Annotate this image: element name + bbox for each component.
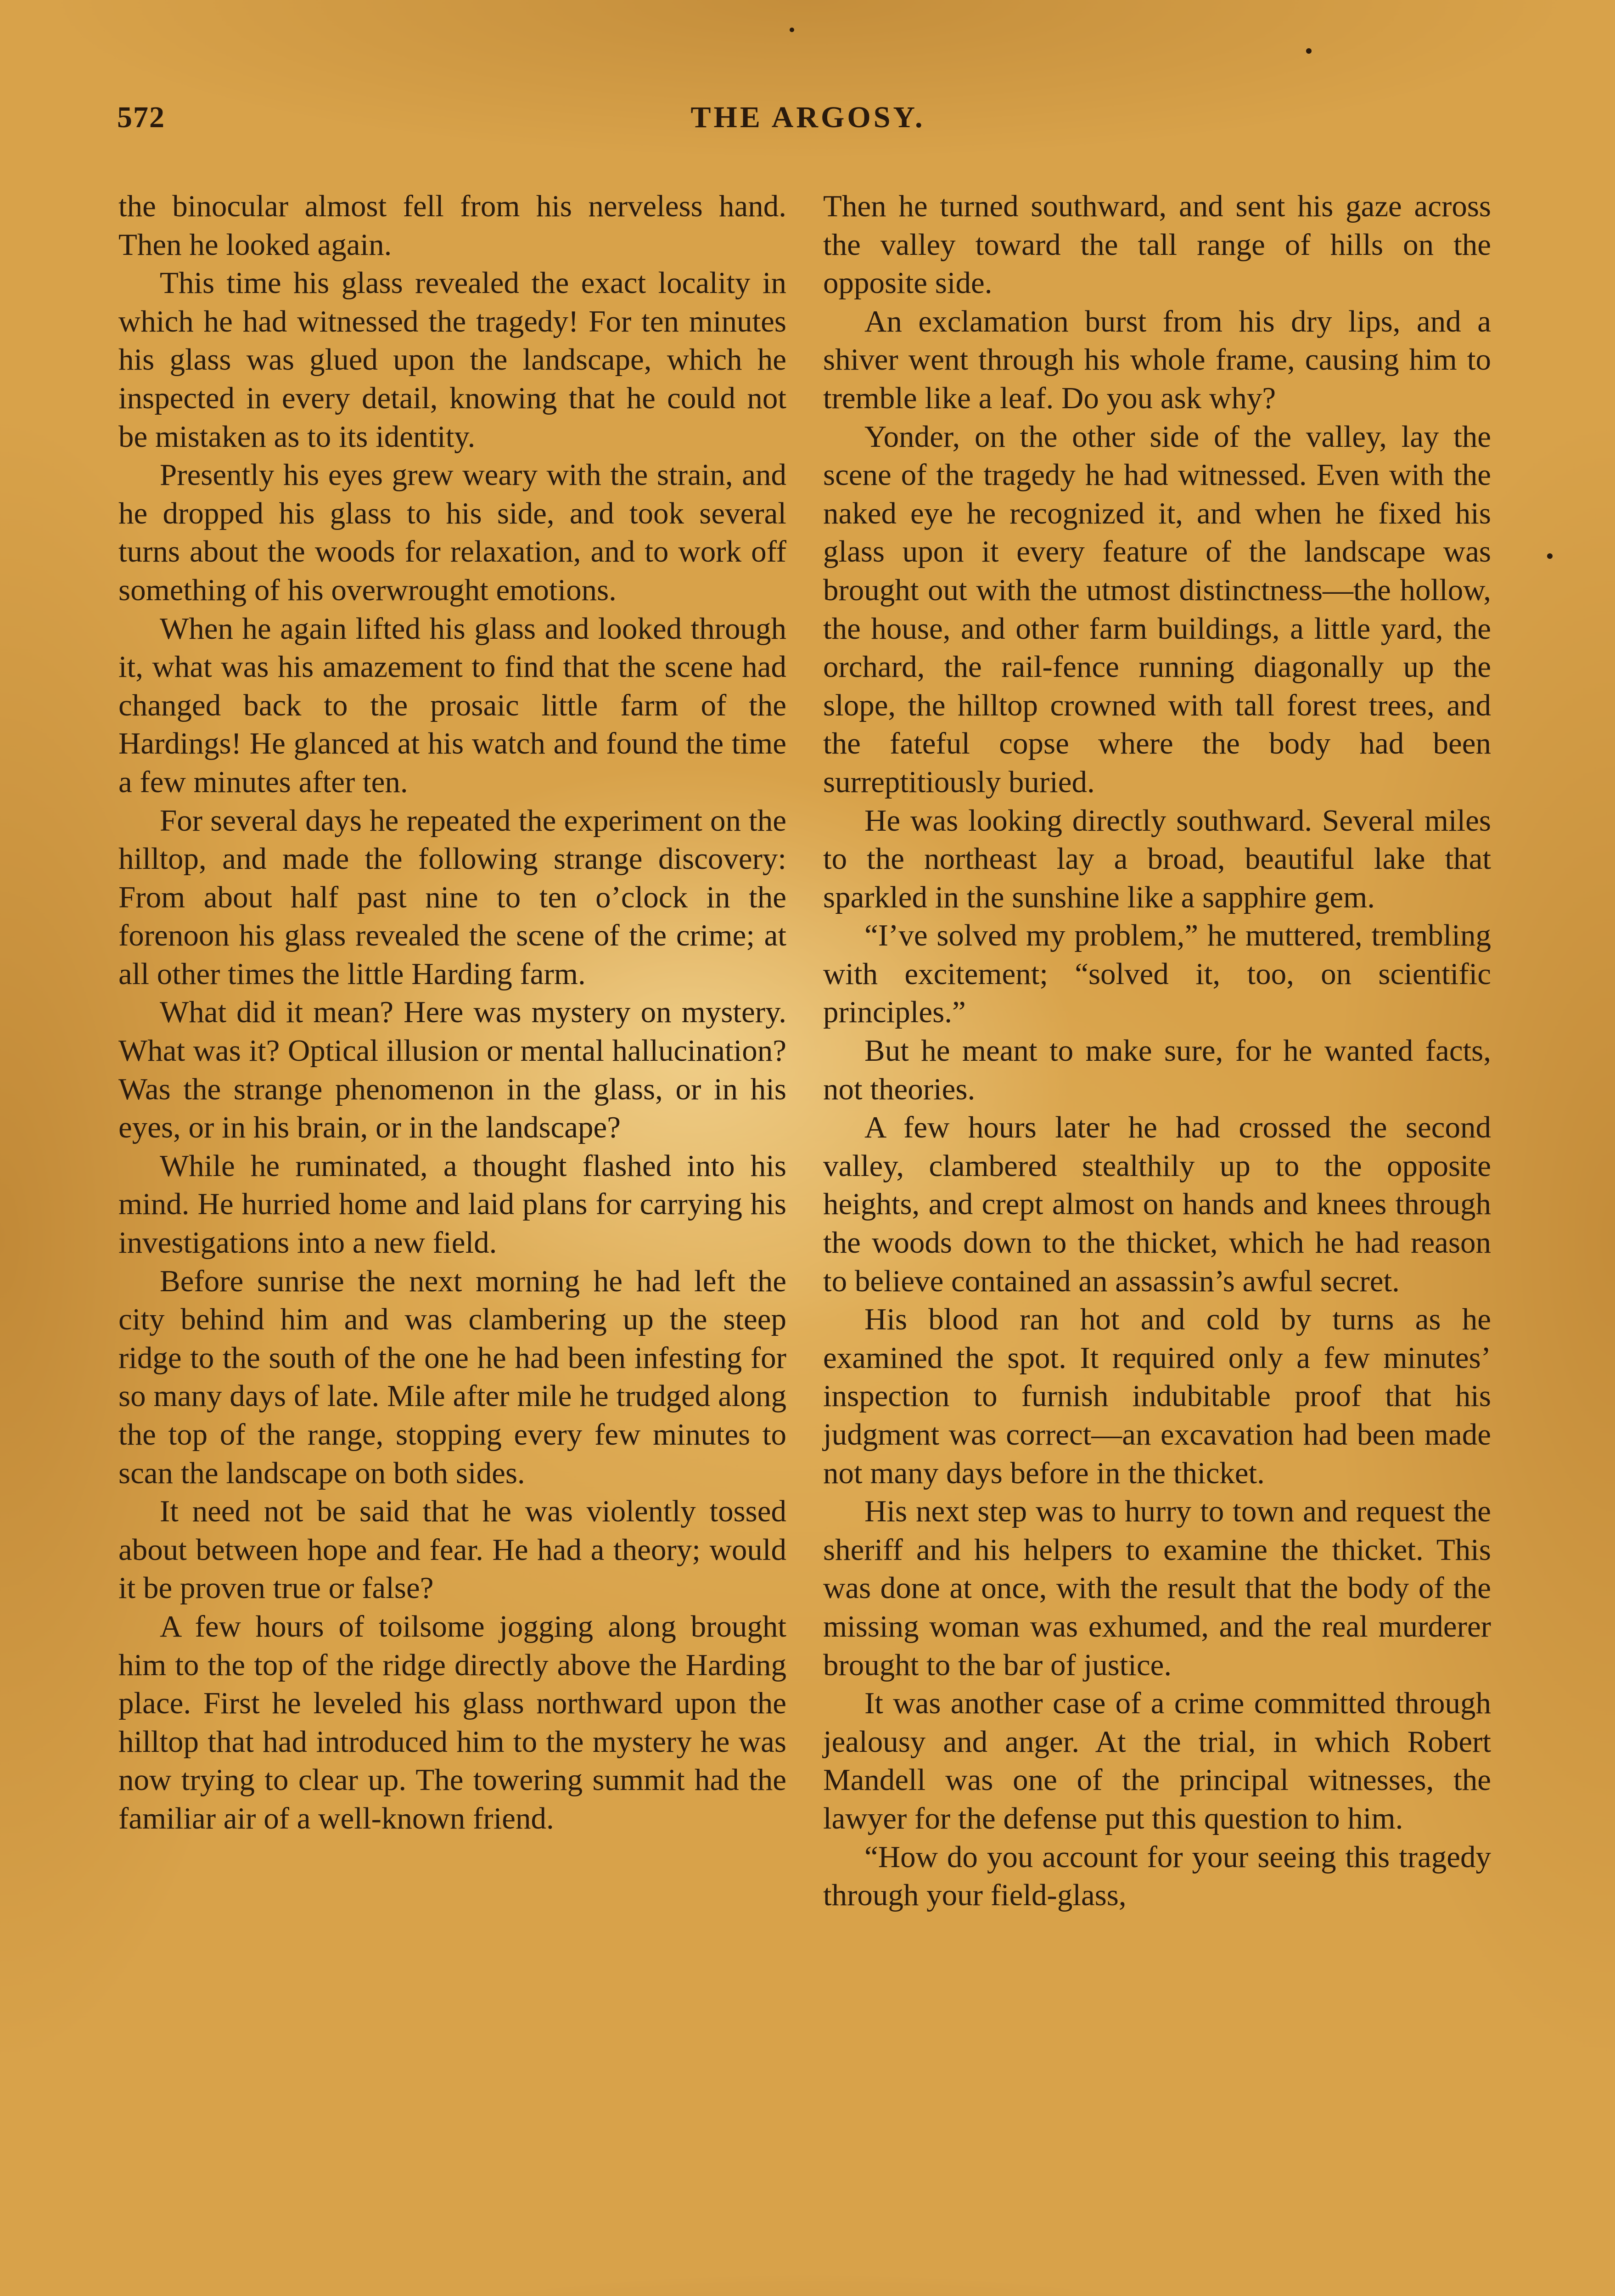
paper-speck: [1547, 553, 1553, 559]
paper-speck: [790, 28, 794, 32]
page-number: 572: [117, 101, 165, 134]
paragraph: While he ruminated, a thought flashed into his mind. He hurried home and laid plans for carrying his investigations into a new field.: [118, 1148, 786, 1260]
paragraph: An exclamation burst from his dry lips, and a shiver went through his whole frame, causing him to tremble like a leaf. Do you ask why?: [823, 304, 1491, 415]
paper-speck: [1306, 48, 1312, 54]
paragraph: It was another case of a crime committed through jealousy and anger. At the trial, in which Robert Mandell was one of the principal witnesses, the lawyer for the defense put this question to him.: [823, 1686, 1491, 1835]
paragraph: Presently his eyes grew weary with the strain, and he dropped his glass to his side, and took several turns about the woods for relaxation, and to work off something of his overwrought emotions.: [118, 458, 786, 607]
right-column: [823, 187, 1491, 1915]
paragraph: For several days he repeated the experiment on the hilltop, and made the following strange discovery: From about half past nine to ten o’clock in the forenoon his glass revealed the scene of the crime; at all other times the little Harding farm.: [118, 803, 786, 991]
paragraph: A few hours later he had crossed the second valley, clambered stealthily up to the opposite heights, and crept almost on hands and knees through the woods down to the thicket, which he had reason to believe contained an assassin’s awful secret.: [823, 1110, 1491, 1298]
page-header: [117, 100, 1499, 141]
paragraph: Before sunrise the next morning he had left the city behind him and was clambering up the steep ridge to the south of the one he had been infesting for so many days of late. Mile after mile he trudged along the top of the range, stopping every few minutes to scan the landscape on both sides.: [118, 1264, 786, 1490]
paragraph: “How do you account for your seeing this tragedy through your field-glass,: [823, 1840, 1491, 1913]
paragraph: It need not be said that he was violently tossed about between hope and fear. He had a theory; would it be proven true or false?: [118, 1494, 786, 1605]
paragraph: “I’ve solved my problem,” he muttered, trembling with excitement; “solved it, too, on scientific principles.”: [823, 918, 1491, 1030]
paragraph: His next step was to hurry to town and request the sheriff and his helpers to examine the thicket. This was done at once, with the result that the body of the missing woman was exhumed, and the real murderer brought to the bar of justice.: [823, 1494, 1491, 1682]
paragraph: But he meant to make sure, for he wanted facts, not theories.: [823, 1034, 1491, 1106]
paragraph: When he again lifted his glass and looked through it, what was his amazement to find that the scene had changed back to the prosaic little farm of the Hardings! He glanced at his watch and found the time a few minutes after ten.: [118, 611, 786, 799]
paragraph: the binocular almost fell from his nerveless hand. Then he looked again.: [118, 189, 786, 262]
paragraph: This time his glass revealed the exact locality in which he had witnessed the tragedy! For ten minutes his glass was glued upon the landscape, which he inspected in every detail, knowing that he could not be mistaken as to its identity.: [118, 266, 786, 454]
paragraph: He was looking directly southward. Several miles to the northeast lay a broad, beautiful lake that sparkled in the sunshine like a sapphire gem.: [823, 803, 1491, 914]
paragraph: A few hours of toilsome jogging along brought him to the top of the ridge directly above the Harding place. First he leveled his glass northward upon the hilltop that had introduced him to the mystery he was now trying to clear up. The towering summit had the familiar air of a well-known friend.: [118, 1609, 786, 1835]
paragraph: What did it mean? Here was mystery on mystery. What was it? Optical illusion or mental hallucination? Was the strange phenomenon in the glass, or in his eyes, or in his brain, or in the landscape?: [118, 995, 786, 1145]
paragraph: Then he turned southward, and sent his gaze across the valley toward the tall range of hills on the opposite side.: [823, 189, 1491, 300]
paragraph: His blood ran hot and cold by turns as he examined the spot. It required only a few minutes’ inspection to furnish indubitable proof that his judgment was correct—an excavation had been made not many days before in the thicket.: [823, 1302, 1491, 1490]
left-column: [118, 187, 786, 1838]
running-head: THE ARGOSY.: [690, 101, 925, 134]
paragraph: Yonder, on the other side of the valley, lay the scene of the tragedy he had witnessed. Even with the naked eye he recognized it, and when he fixed his glass upon it every feature of the landscape was brought out with the utmost distinctness—the hollow, the house, and other farm buildings, a little yard, the orchard, the rail-fence running diagonally up the slope, the hilltop crowned with tall forest trees, and the fateful copse where the body had been surreptitiously buried.: [823, 419, 1491, 799]
